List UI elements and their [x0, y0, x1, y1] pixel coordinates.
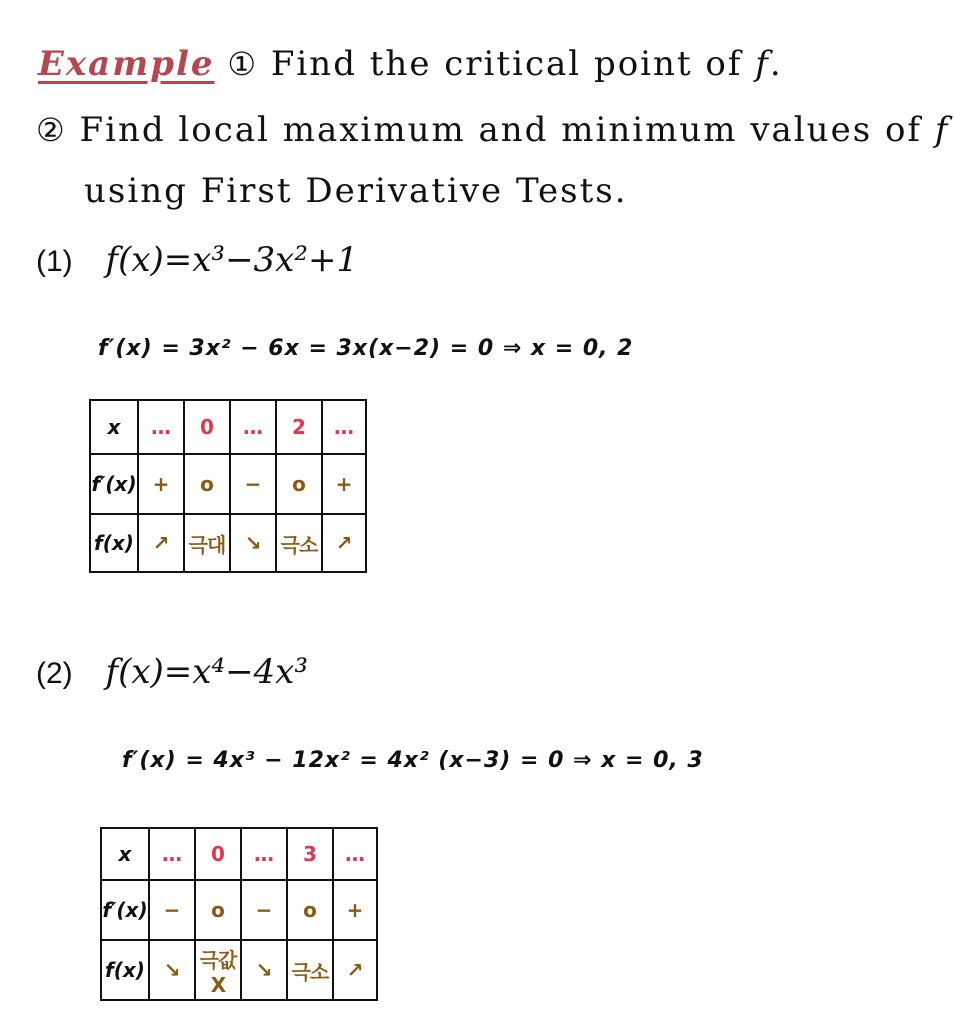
- x-cell: …: [322, 400, 366, 454]
- example-heading: Example: [38, 44, 215, 84]
- fprime-cell: +: [333, 880, 377, 940]
- x-cell: 0: [195, 828, 241, 880]
- fprime-cell: o: [276, 454, 322, 514]
- decreasing-arrow-icon: ↘: [149, 940, 195, 1000]
- fprime-cell: −: [230, 454, 276, 514]
- problem-2-derivative-work: f′(x) = 4x³ − 12x² = 4x² (x−3) = 0 ⇒ x = 0, 3: [122, 748, 704, 773]
- x-cell: …: [149, 828, 195, 880]
- row-label-f: f(x): [90, 514, 138, 572]
- x-cell: 3: [287, 828, 333, 880]
- item-2-text: Find local maximum and minimum values of: [79, 110, 935, 150]
- row-label-f: f(x): [101, 940, 149, 1000]
- fprime-cell: o: [287, 880, 333, 940]
- x-cell: 0: [184, 400, 230, 454]
- x-cell: …: [230, 400, 276, 454]
- problem-2-label: (2): [36, 657, 73, 690]
- decreasing-arrow-icon: ↘: [241, 940, 287, 1000]
- problem-1-function: f(x)=x³−3x²+1: [105, 240, 359, 280]
- increasing-arrow-icon: ↗: [138, 514, 184, 572]
- intro-line-1: [38, 44, 783, 84]
- increasing-arrow-icon: ↗: [333, 940, 377, 1000]
- fprime-cell: −: [149, 880, 195, 940]
- intro-line-3: [84, 171, 628, 211]
- item-1-text: Find the critical point of: [270, 44, 756, 84]
- x-cell: …: [333, 828, 377, 880]
- increasing-arrow-icon: ↗: [322, 514, 366, 572]
- fprime-cell: −: [241, 880, 287, 940]
- f-cell-local-max: 극대: [184, 514, 230, 572]
- item-2-continuation: using First Derivative Tests.: [84, 171, 628, 211]
- x-cell: …: [138, 400, 184, 454]
- problem-1-label: (1): [36, 245, 73, 278]
- x-cell: 2: [276, 400, 322, 454]
- item-2-number: ②: [36, 111, 67, 149]
- problem-1-heading: [36, 240, 358, 280]
- row-label-fprime: f′(x): [101, 880, 149, 940]
- fprime-cell: o: [195, 880, 241, 940]
- problem-1-derivative-work: f′(x) = 3x² − 6x = 3x(x−2) = 0 ⇒ x = 0, 2: [98, 336, 634, 361]
- problem-2-sign-table: [100, 827, 378, 1001]
- fprime-cell: +: [322, 454, 366, 514]
- decreasing-arrow-icon: ↘: [230, 514, 276, 572]
- item-2-variable: f: [934, 110, 950, 150]
- problem-1-sign-table: [89, 399, 367, 573]
- problem-2-heading: [36, 652, 308, 692]
- intro-line-2: [36, 110, 949, 150]
- f-cell-no-extremum: 극값X: [195, 940, 241, 1000]
- item-1-period: .: [769, 44, 783, 84]
- fprime-cell: +: [138, 454, 184, 514]
- row-label-x: x: [101, 828, 149, 880]
- fprime-cell: o: [184, 454, 230, 514]
- row-label-x: x: [90, 400, 138, 454]
- f-cell-local-min: 극소: [287, 940, 333, 1000]
- item-1-number: ①: [227, 45, 259, 83]
- x-cell: …: [241, 828, 287, 880]
- f-cell-local-min: 극소: [276, 514, 322, 572]
- row-label-fprime: f′(x): [90, 454, 138, 514]
- problem-2-function: f(x)=x⁴−4x³: [105, 652, 308, 692]
- item-1-variable: f: [755, 44, 770, 84]
